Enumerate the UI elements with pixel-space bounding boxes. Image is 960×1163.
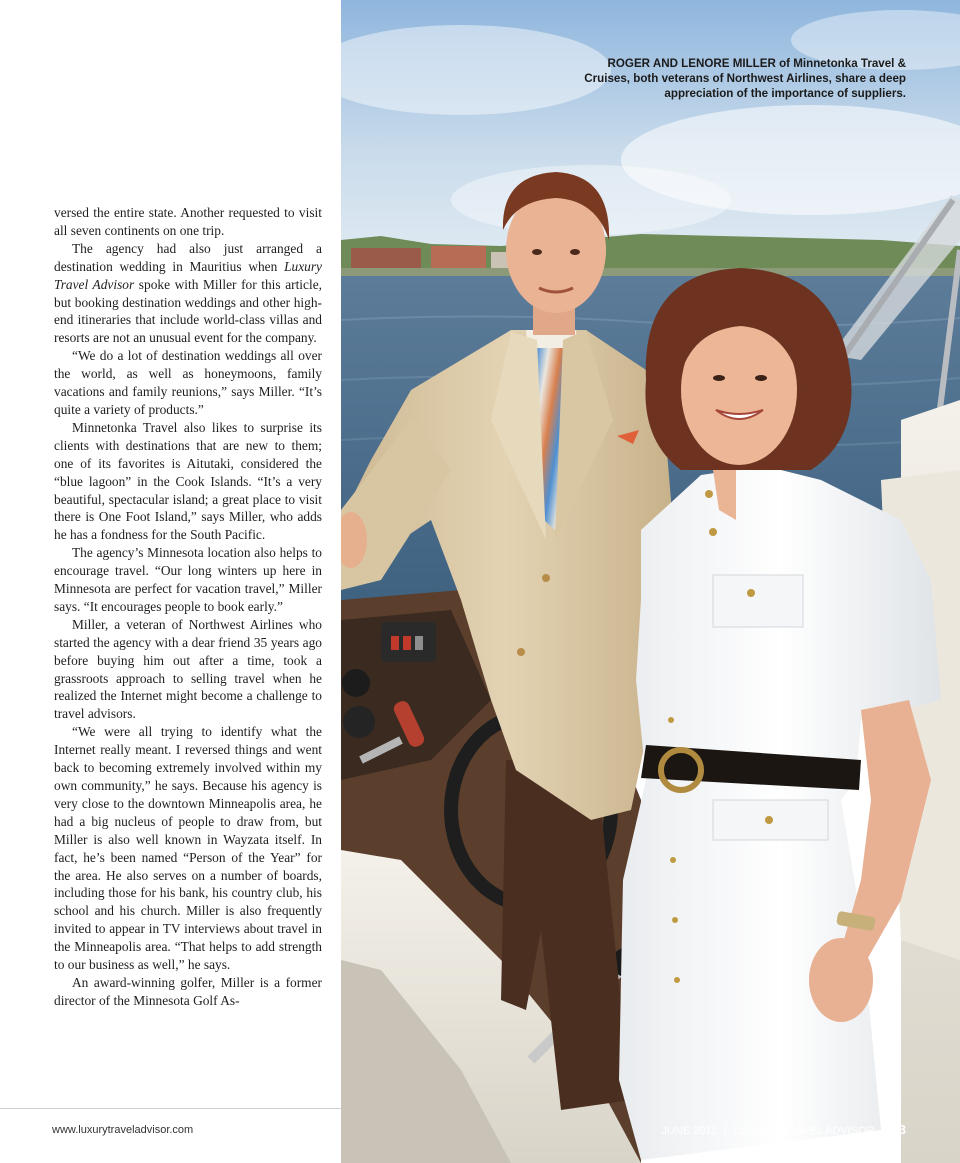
article-paragraph: Minnetonka Travel also likes to surprise its clients with destinations that are new to them; one of its favorites is Aitutaki, considered the “blue lagoon” in the Cook Islands. “It’s a very beautiful, spectacular island; a great place to visit there is One Foot Island,” says Miller, who adds he has a fondness for the South Pacific.: [54, 419, 322, 543]
folio-separator: |: [723, 1123, 727, 1137]
folio: [661, 1122, 906, 1137]
publication-title: LUXURY TRAVEL ADVISOR: [733, 1125, 875, 1137]
couple-on-boat-photo: [341, 0, 960, 1163]
article-paragraph: “We do a lot of destination weddings all over the world, as well as honeymoons, family vacations and family reunions,” says Miller. “It’s quite a variety of products.”: [54, 348, 322, 417]
article-paragraph: The agency had also just arranged a destination wedding in Mauritius when Luxury Travel Advisor spoke with Miller for this article, but booking destination weddings and other high-end itineraries that include world-class villas and resorts are not an unusual event for the company.: [54, 240, 322, 346]
footer-rule: [0, 1108, 341, 1109]
article-paragraph: An award-winning golfer, Miller is a former director of the Minnesota Golf As-: [54, 974, 322, 1008]
article-column: [54, 204, 322, 1010]
footer-url[interactable]: www.luxurytraveladvisor.com: [52, 1124, 194, 1136]
article-paragraph: “We were all trying to identify what the Internet really meant. I reversed things and went back to becoming extremely involved within my own community,” he says. Because his agency is very close to the downtown Minneapolis area, he had a big nucleus of people to draw from, but Miller is also well known in Wayzata itself. In fact, he’s been named “Person of the Year” for the area. He also serves on a number of boards, including those for his bank, his country club, his school and his church. Miller is also frequently invited to appear in TV interviews about travel in the Minneapolis area. “That helps to add strength to our business as well,” he says.: [54, 724, 322, 973]
issue-date: JUNE 2011: [661, 1125, 717, 1137]
page-number: 33: [891, 1122, 906, 1137]
photo-caption: ROGER AND LENORE MILLER of Minnetonka Travel & Cruises, both veterans of Northwest Airlines, share a deep appreciation of the importance of suppliers.: [584, 57, 906, 100]
article-paragraph: Miller, a veteran of Northwest Airlines who started the agency with a dear friend 35 years ago before buying him out after a time, took a grassroots approach to selling travel when he realized the Internet might become a challenge to travel advisors.: [54, 616, 322, 722]
publication-name: Luxury Travel Advisor: [54, 258, 322, 292]
article-paragraph: The agency’s Minnesota location also helps to encourage travel. “Our long winters up here in Minnesota are perfect for vacation travel,” Miller says. “It encourages people to book early.”: [54, 545, 322, 614]
article-paragraph: versed the entire state. Another requested to visit all seven continents on one trip.: [54, 205, 322, 238]
